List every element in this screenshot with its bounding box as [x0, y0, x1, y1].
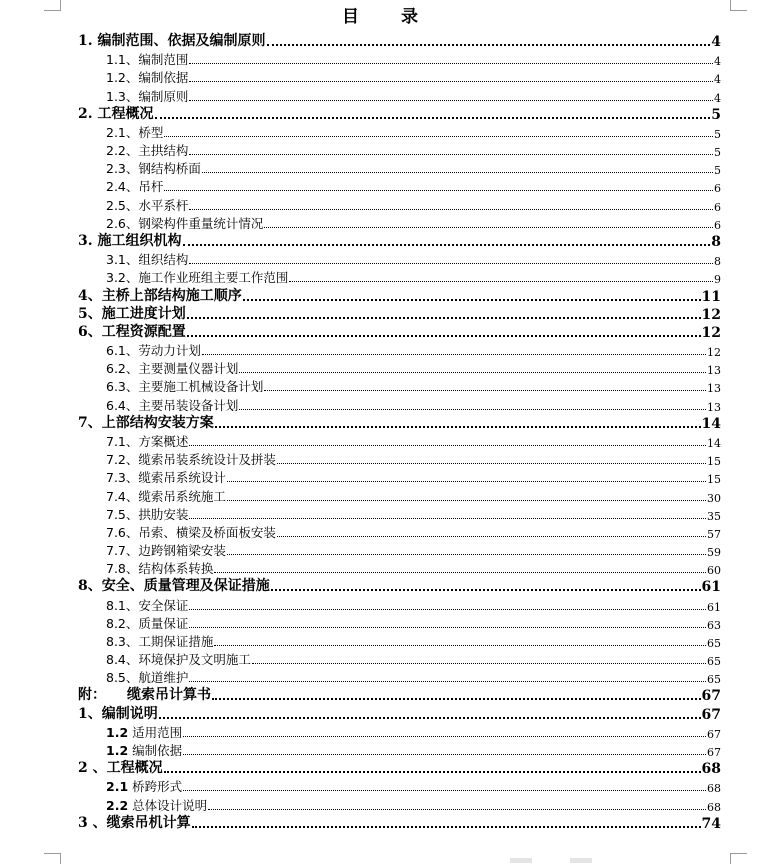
dot-leader	[227, 481, 706, 482]
toc-page-number: 68	[707, 800, 721, 814]
toc-entry-label: 7、上部结构安装方案	[78, 414, 214, 431]
dot-leader	[189, 445, 706, 446]
toc-subentry[interactable]	[106, 468, 721, 486]
toc-entry-label: 2.4、吊杆	[106, 179, 164, 195]
dot-leader	[277, 536, 706, 537]
dot-leader	[189, 609, 706, 610]
toc-page-number: 13	[707, 400, 721, 414]
toc-entry-label	[106, 777, 182, 795]
toc-page-number: 61	[701, 579, 721, 596]
toc-subentry[interactable]	[106, 214, 721, 232]
dot-leader	[183, 790, 706, 791]
dot-leader	[252, 663, 706, 664]
toc-subentry[interactable]	[106, 614, 721, 632]
toc-subentry[interactable]	[106, 377, 721, 395]
dot-leader	[227, 554, 706, 555]
toc-entry-label: 1.1、编制范围	[106, 52, 189, 68]
page-title: 目 录	[342, 7, 436, 27]
dot-leader	[187, 335, 701, 337]
toc-page-number: 61	[707, 600, 721, 614]
toc-page-number: 59	[707, 546, 721, 560]
toc-page-number: 8	[711, 233, 721, 250]
page-edge-mark	[510, 858, 532, 863]
toc-subentry[interactable]	[106, 123, 721, 141]
dot-leader	[183, 736, 706, 737]
toc-page-number: 9	[714, 273, 721, 287]
toc-entry-label: 8.1、安全保证	[106, 597, 189, 613]
dot-leader	[183, 754, 706, 755]
dot-leader	[239, 372, 706, 373]
toc-entry-label: 2.6、钢梁构件重量统计情况	[106, 215, 264, 231]
dot-leader	[189, 81, 713, 82]
toc-entry-label: 1、编制说明	[78, 705, 158, 722]
dot-leader	[189, 263, 713, 264]
toc-page-number: 60	[707, 564, 721, 578]
dot-leader	[227, 500, 706, 501]
dot-leader	[189, 154, 713, 155]
toc-entry-label: 8.2、质量保证	[106, 615, 189, 631]
toc-entry-label: 1. 编制范围、依据及编制原则	[78, 33, 266, 49]
toc-entry-label: 6.1、劳动力计划	[106, 343, 201, 359]
toc-entry-label: 2.1、桥型	[106, 124, 164, 140]
dot-leader	[264, 390, 706, 391]
dot-leader	[192, 826, 701, 828]
toc-entry-text: 编制依据	[128, 743, 183, 759]
dot-leader	[189, 100, 713, 101]
toc-page-number: 65	[707, 655, 721, 669]
toc-entry-label: 6.3、主要施工机械设备计划	[106, 379, 264, 395]
toc-page-number: 4	[714, 73, 721, 87]
dot-leader	[189, 681, 706, 682]
toc-subentry[interactable]	[106, 723, 721, 741]
toc-entry[interactable]	[78, 32, 721, 50]
toc-page-number: 14	[707, 436, 721, 450]
dot-leader	[164, 771, 701, 773]
toc-entry[interactable]	[78, 577, 721, 595]
dot-leader	[202, 172, 713, 173]
toc-page-number: 74	[701, 815, 721, 832]
toc-entry-number: 2.2	[106, 797, 129, 813]
toc-entry[interactable]	[78, 232, 721, 250]
toc-subentry[interactable]	[106, 177, 721, 195]
dot-leader	[189, 63, 713, 64]
toc-entry[interactable]	[78, 323, 721, 341]
toc-entry-label: 7.3、缆索吊系统设计	[106, 470, 226, 486]
toc-page-number: 12	[707, 346, 721, 360]
toc-entry-label: 2.3、钢结构桥面	[106, 161, 201, 177]
toc-page-number: 5	[714, 164, 721, 178]
dot-leader	[164, 190, 713, 191]
dot-leader	[208, 809, 706, 810]
toc-entry-label: 1.2、编制依据	[106, 70, 189, 86]
toc-entry-label: 8、安全、质量管理及保证措施	[78, 578, 270, 595]
dot-leader	[189, 627, 706, 628]
toc-entry-label: 7.8、结构体系转换	[106, 561, 214, 577]
toc-entry[interactable]	[78, 705, 721, 723]
toc-entry-label: 2. 工程概况	[78, 105, 154, 122]
toc-subentry[interactable]	[106, 505, 721, 523]
page-edge-mark	[570, 858, 592, 863]
toc-page-number: 67	[707, 746, 721, 760]
toc-page-number: 68	[707, 782, 721, 796]
toc-entry-text: 总体设计说明	[128, 797, 208, 813]
toc-page-number: 13	[707, 364, 721, 378]
toc-entry[interactable]	[78, 814, 721, 832]
toc-page-number: 5	[714, 146, 721, 160]
toc-entry-label: 7.4、缆索吊系统施工	[106, 488, 226, 504]
toc-page-number: 35	[707, 509, 721, 523]
page-corner-mark-bottom-left	[44, 853, 61, 864]
toc-page-number: 67	[701, 706, 721, 723]
toc-subentry[interactable]	[106, 68, 721, 86]
dot-leader	[187, 317, 701, 319]
toc-entry-label: 附： 缆索吊计算书	[78, 687, 211, 704]
toc-page-number: 6	[714, 200, 721, 214]
toc-subentry[interactable]	[106, 196, 721, 214]
dot-leader	[243, 299, 701, 301]
toc-page-number: 15	[707, 455, 721, 469]
toc-subentry[interactable]	[106, 741, 721, 759]
toc-page-number: 12	[701, 324, 721, 341]
toc-page-number: 6	[714, 218, 721, 232]
toc-subentry[interactable]	[106, 650, 721, 668]
page-corner-mark-bottom-right	[730, 853, 747, 864]
toc-entry-label: 3.1、组织结构	[106, 252, 189, 268]
dot-leader	[277, 463, 706, 464]
toc-entry-label	[106, 723, 182, 741]
toc-page-number: 12	[701, 306, 721, 323]
toc-page-number: 11	[701, 288, 721, 305]
toc-entry-label: 2 、工程概况	[78, 760, 163, 777]
toc-page-number: 67	[707, 727, 721, 741]
toc-page-number: 13	[707, 382, 721, 396]
toc-subentry[interactable]	[106, 523, 721, 541]
toc-subentry[interactable]	[106, 450, 721, 468]
toc-page-number: 6	[714, 182, 721, 196]
dot-leader	[212, 698, 701, 700]
dot-leader	[289, 281, 713, 282]
toc-subentry[interactable]	[106, 541, 721, 559]
toc-entry-text: 适用范围	[128, 724, 183, 740]
toc-subentry[interactable]	[106, 50, 721, 68]
toc-entry[interactable]	[78, 686, 721, 704]
toc-entry[interactable]	[78, 414, 721, 432]
toc-entry-label: 7.7、边跨钢箱梁安装	[106, 543, 226, 559]
toc-entry-label: 2.2、主拱结构	[106, 143, 189, 159]
dot-leader	[215, 426, 701, 428]
toc-page-number: 57	[707, 527, 721, 541]
toc-entry-label: 6、工程资源配置	[78, 323, 186, 340]
toc-subentry[interactable]	[106, 87, 721, 105]
dot-leader	[159, 717, 701, 719]
toc-entry-label: 8.4、环境保护及文明施工	[106, 652, 251, 668]
toc-entry-label: 7.5、拱肋安装	[106, 506, 189, 522]
toc-page-number: 68	[701, 761, 721, 778]
toc-page-number: 5	[714, 127, 721, 141]
dot-leader	[214, 645, 706, 646]
toc-subentry[interactable]	[106, 359, 721, 377]
toc-page-number: 30	[707, 491, 721, 505]
toc-entry-number: 1.2	[106, 743, 129, 759]
toc-entry-label: 7.2、缆索吊装系统设计及拼装	[106, 452, 276, 468]
toc-page-number: 4	[711, 34, 721, 50]
toc-subentry[interactable]	[106, 596, 721, 614]
toc-entry-label: 3.2、施工作业班组主要工作范围	[106, 270, 289, 286]
toc-subentry[interactable]	[106, 777, 721, 795]
toc-page-number: 8	[714, 255, 721, 269]
toc-entry-label: 5、施工进度计划	[78, 305, 186, 322]
toc-subentry[interactable]	[106, 141, 721, 159]
toc-entry[interactable]	[78, 759, 721, 777]
toc-entry-label: 8.5、航道维护	[106, 670, 189, 686]
dot-leader	[189, 209, 713, 210]
dot-leader	[183, 244, 711, 246]
dot-leader	[202, 354, 706, 355]
toc-entry-label: 7.6、吊索、横梁及桥面板安装	[106, 524, 276, 540]
toc-subentry[interactable]	[106, 432, 721, 450]
toc-page-number: 4	[714, 91, 721, 105]
toc-entry-label: 1.3、编制原则	[106, 88, 189, 104]
toc-subentry[interactable]	[106, 632, 721, 650]
toc-entry-label: 2.5、水平系杆	[106, 197, 189, 213]
toc-entry-label: 6.2、主要测量仪器计划	[106, 361, 239, 377]
toc-entry-text: 桥跨形式	[128, 779, 183, 795]
toc-entry-label: 6.4、主要吊装设备计划	[106, 397, 239, 413]
toc-entry-label: 3. 施工组织机构	[78, 232, 182, 249]
dot-leader	[189, 518, 706, 519]
dot-leader	[239, 409, 706, 410]
toc-page-number: 15	[707, 473, 721, 487]
toc-subentry[interactable]	[106, 487, 721, 505]
toc-page-number: 65	[707, 636, 721, 650]
toc-page-number: 4	[714, 55, 721, 69]
toc-subentry[interactable]	[106, 159, 721, 177]
toc-entry-label: 8.3、工期保证措施	[106, 633, 214, 649]
dot-leader	[214, 572, 706, 573]
toc-entry-label: 4、主桥上部结构施工顺序	[78, 287, 242, 304]
dot-leader	[164, 136, 713, 137]
toc-subentry[interactable]	[106, 250, 721, 268]
toc-subentry[interactable]	[106, 341, 721, 359]
dot-leader	[264, 227, 713, 228]
toc-page-number: 67	[701, 688, 721, 705]
toc-page-number: 63	[707, 618, 721, 632]
toc-page-number: 5	[711, 106, 721, 123]
dot-leader	[271, 589, 701, 591]
toc-page-number: 65	[707, 673, 721, 687]
toc-entry-label: 3 、缆索吊机计算	[78, 814, 191, 831]
toc-subentry[interactable]	[106, 796, 721, 814]
dot-leader	[155, 117, 711, 119]
toc-page-number: 14	[701, 415, 721, 432]
toc-entry-number: 1.2	[106, 724, 129, 740]
toc-entry-label: 7.1、方案概述	[106, 433, 189, 449]
toc-entry[interactable]	[78, 105, 721, 123]
toc-entry-number: 2.1	[106, 779, 129, 795]
dot-leader	[267, 44, 711, 46]
